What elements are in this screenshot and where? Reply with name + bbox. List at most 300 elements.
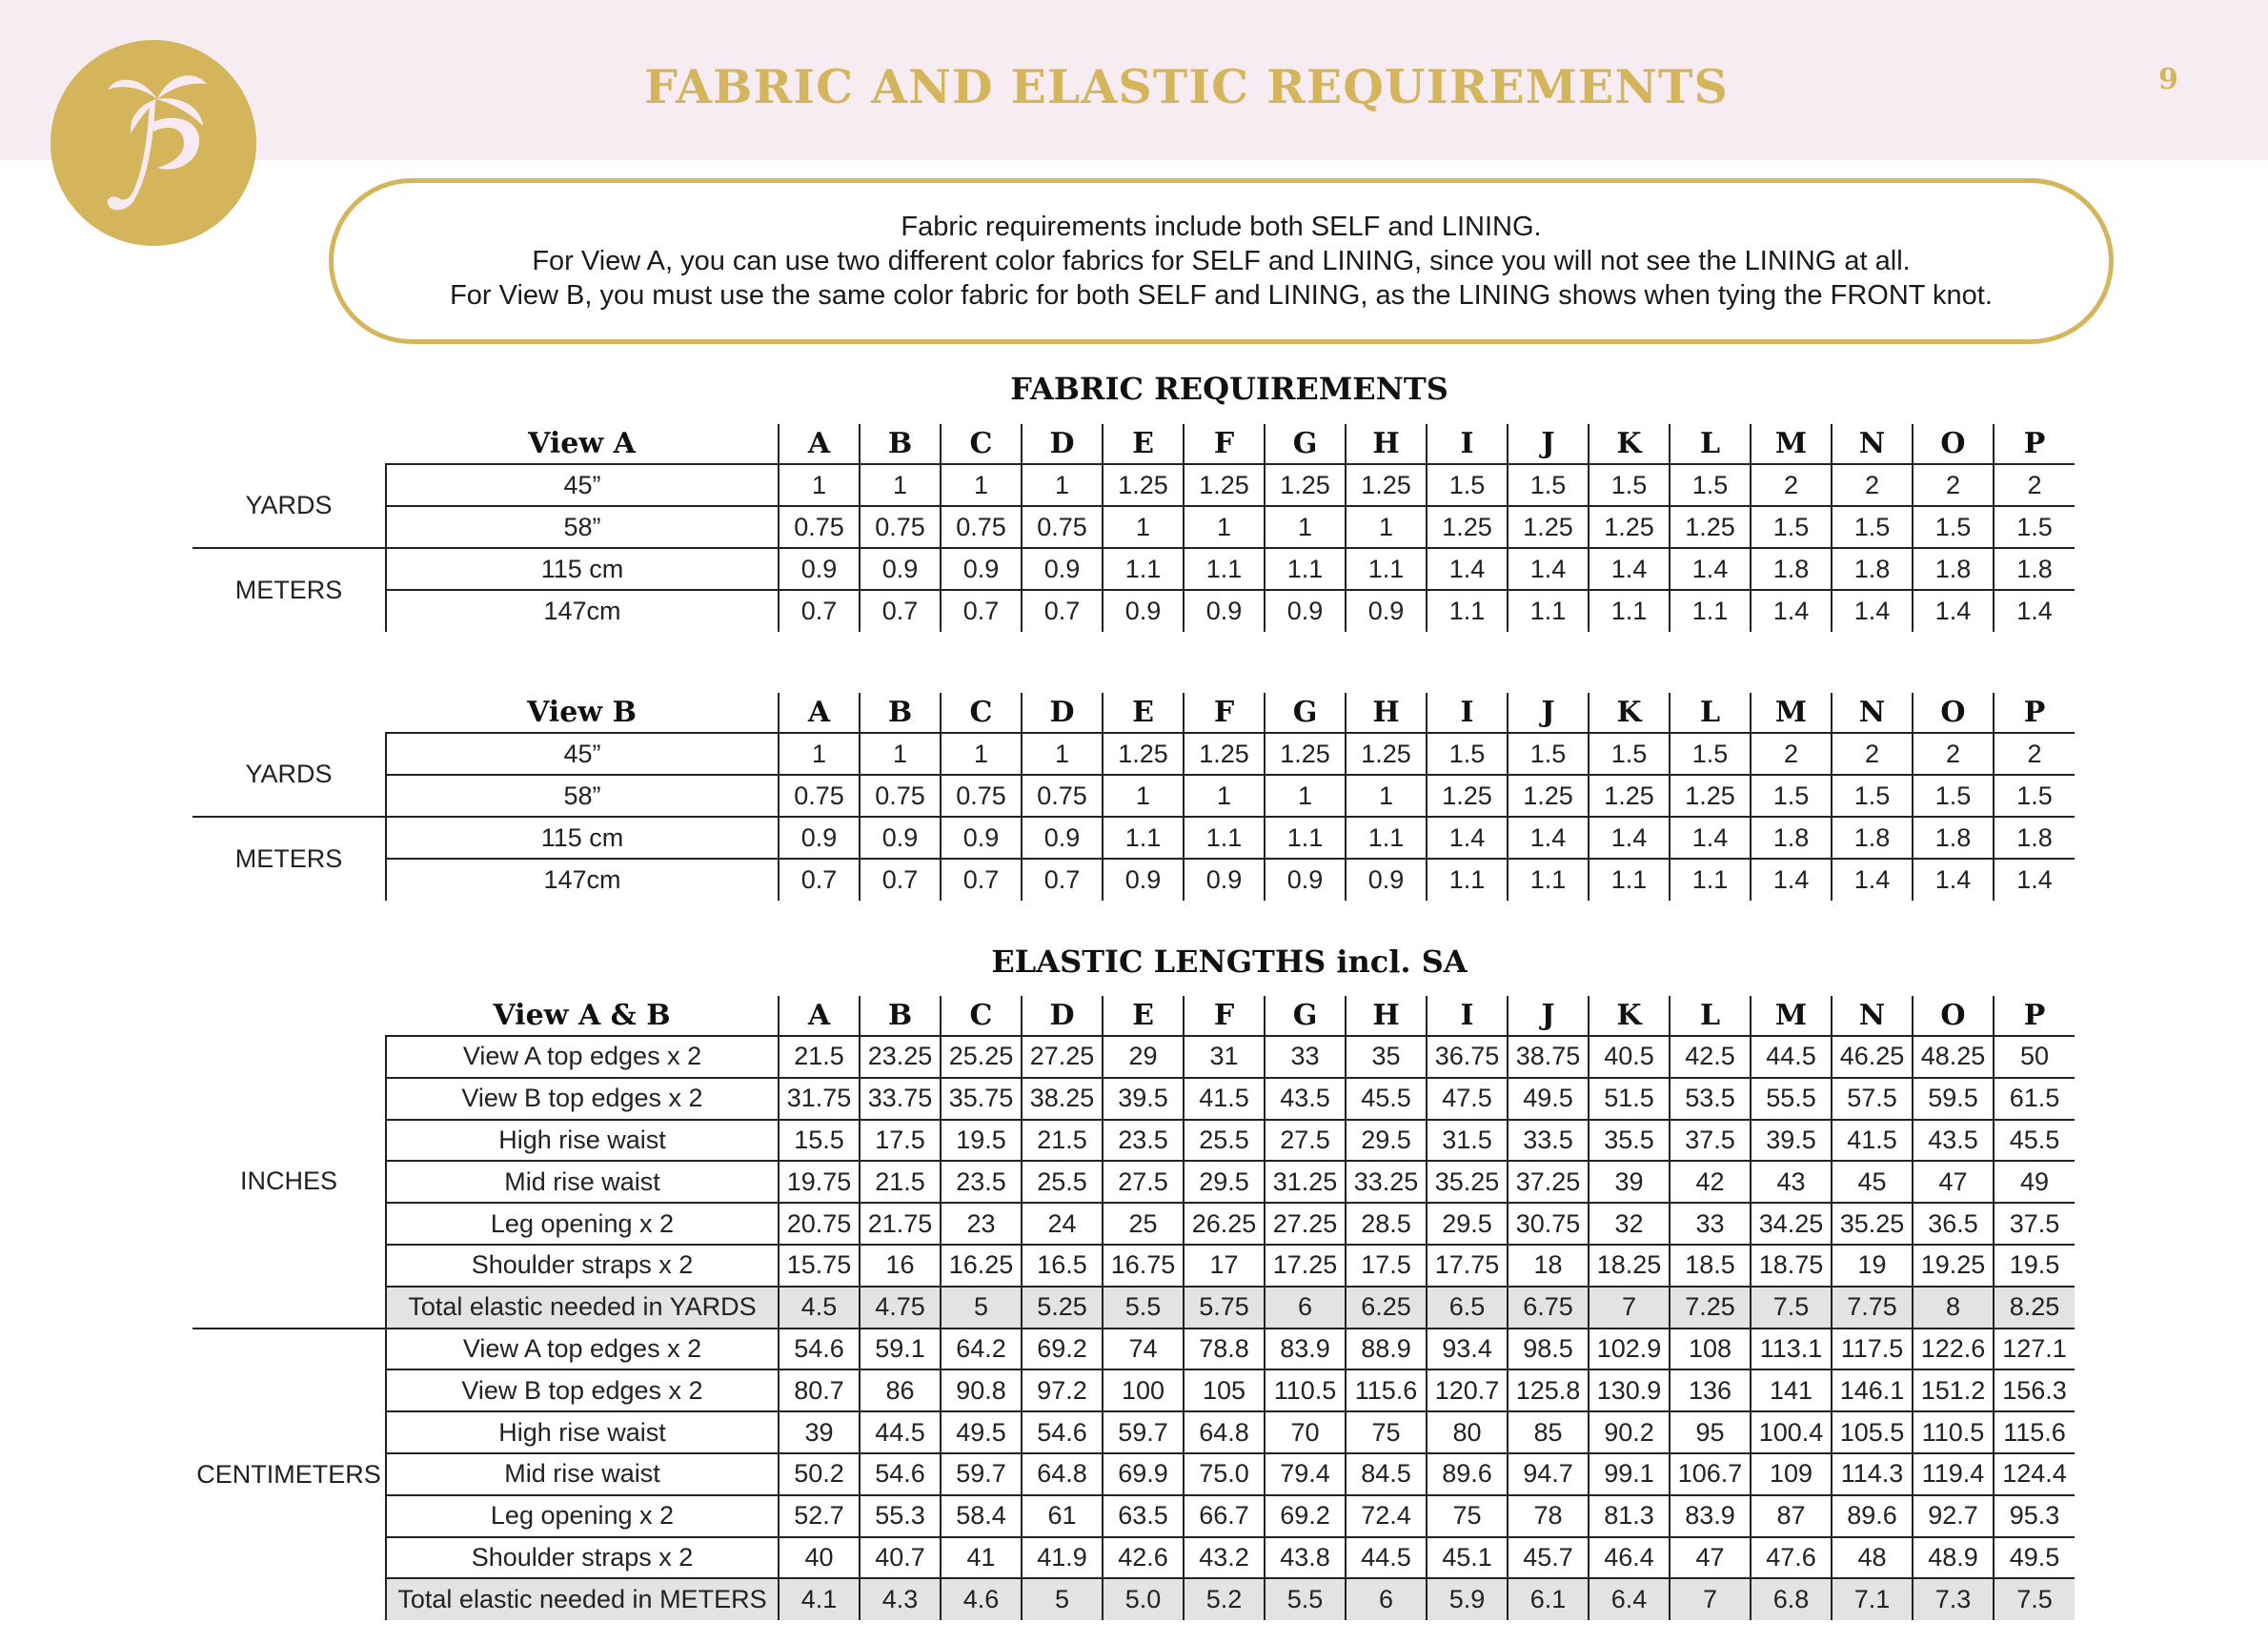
value-cell: 0.9 (1265, 859, 1346, 901)
size-header: P (1994, 693, 2075, 733)
value-cell: 6 (1265, 1287, 1346, 1329)
value-cell: 117.5 (1832, 1329, 1913, 1370)
value-cell: 17.5 (860, 1120, 941, 1162)
value-cell: 1.1 (1427, 590, 1508, 632)
value-cell: 1 (779, 464, 860, 506)
value-cell: 4.5 (779, 1287, 860, 1329)
value-cell: 16.5 (1022, 1245, 1103, 1287)
value-cell: 0.9 (860, 548, 941, 590)
size-header: L (1670, 693, 1751, 733)
value-cell: 1.5 (1670, 733, 1751, 775)
value-cell: 16 (860, 1245, 941, 1287)
value-cell: 0.75 (860, 506, 941, 548)
value-cell: 42.5 (1670, 1036, 1751, 1078)
value-cell: 35 (1346, 1036, 1427, 1078)
value-cell: 113.1 (1751, 1329, 1832, 1370)
value-cell: 18.75 (1751, 1245, 1832, 1287)
value-cell: 19 (1832, 1245, 1913, 1287)
value-cell: 49.5 (1508, 1078, 1589, 1120)
size-header: H (1346, 693, 1427, 733)
value-cell: 1 (860, 464, 941, 506)
size-header: O (1913, 424, 1994, 464)
value-cell: 100.4 (1751, 1411, 1832, 1453)
value-cell: 6.25 (1346, 1287, 1427, 1329)
value-cell: 69.2 (1022, 1329, 1103, 1370)
value-cell: 115.6 (1994, 1411, 2075, 1453)
value-cell: 0.7 (1022, 590, 1103, 632)
value-cell: 19.75 (779, 1161, 860, 1203)
value-cell: 49.5 (1994, 1537, 2075, 1579)
value-cell: 19.25 (1913, 1245, 1994, 1287)
value-cell: 1.1 (1589, 859, 1670, 901)
value-cell: 0.75 (1022, 506, 1103, 548)
value-cell: 59.7 (941, 1453, 1022, 1495)
size-header: B (860, 693, 941, 733)
value-cell: 1.4 (1913, 859, 1994, 901)
size-header: N (1832, 424, 1913, 464)
value-cell: 127.1 (1994, 1329, 2075, 1370)
value-cell: 1 (1184, 506, 1265, 548)
value-cell: 1.8 (1994, 817, 2075, 859)
value-cell: 37.25 (1508, 1161, 1589, 1203)
value-cell: 0.9 (860, 817, 941, 859)
size-header: N (1832, 996, 1913, 1036)
row-label: High rise waist (386, 1120, 779, 1162)
size-header: A (779, 996, 860, 1036)
fabric-table-view-a (192, 424, 2075, 632)
fabric-table-view-b (192, 693, 2075, 901)
value-cell: 1.4 (1913, 590, 1994, 632)
value-cell: 1 (1022, 733, 1103, 775)
row-label: Shoulder straps x 2 (386, 1245, 779, 1287)
value-cell: 25.5 (1184, 1120, 1265, 1162)
row-label: 115 cm (386, 548, 779, 590)
value-cell: 16.25 (941, 1245, 1022, 1287)
value-cell: 1.1 (1508, 590, 1589, 632)
value-cell: 99.1 (1589, 1453, 1670, 1495)
value-cell: 2 (1913, 733, 1994, 775)
value-cell: 46.25 (1832, 1036, 1913, 1078)
value-cell: 41 (941, 1537, 1022, 1579)
fabric-requirements-title: FABRIC REQUIREMENTS (1010, 371, 1448, 407)
size-header: E (1103, 693, 1184, 733)
value-cell: 38.75 (1508, 1036, 1589, 1078)
value-cell: 39 (1589, 1161, 1670, 1203)
value-cell: 50.2 (779, 1453, 860, 1495)
value-cell: 61 (1022, 1495, 1103, 1537)
table-row (192, 817, 2075, 859)
value-cell: 40.7 (860, 1537, 941, 1579)
value-cell: 1.1 (1265, 548, 1346, 590)
value-cell: 36.5 (1913, 1203, 1994, 1245)
row-label: 45” (386, 464, 779, 506)
value-cell: 1.4 (1589, 817, 1670, 859)
value-cell: 5 (1022, 1578, 1103, 1620)
value-cell: 43.8 (1265, 1537, 1346, 1579)
value-cell: 7.75 (1832, 1287, 1913, 1329)
value-cell: 0.7 (941, 859, 1022, 901)
value-cell: 106.7 (1670, 1453, 1751, 1495)
value-cell: 31.75 (779, 1078, 860, 1120)
note-line-3: For View B, you must use the same color fabric for both SELF and LINING, as the LINING shows when tying the FRONT knot. (450, 280, 1993, 311)
value-cell: 1.1 (1670, 859, 1751, 901)
view-header: View A & B (386, 996, 779, 1036)
table-row (192, 1078, 2075, 1120)
table-row (192, 1453, 2075, 1495)
row-label: Mid rise waist (386, 1161, 779, 1203)
value-cell: 0.9 (941, 817, 1022, 859)
value-cell: 7 (1670, 1578, 1751, 1620)
size-header: I (1427, 996, 1508, 1036)
row-label: High rise waist (386, 1411, 779, 1453)
value-cell: 90.2 (1589, 1411, 1670, 1453)
value-cell: 83.9 (1265, 1329, 1346, 1370)
value-cell: 41.5 (1832, 1120, 1913, 1162)
row-label: Total elastic needed in YARDS (386, 1287, 779, 1329)
value-cell: 47 (1913, 1161, 1994, 1203)
value-cell: 37.5 (1670, 1120, 1751, 1162)
value-cell: 46.4 (1589, 1537, 1670, 1579)
header-blank (192, 996, 386, 1036)
value-cell: 42 (1670, 1161, 1751, 1203)
value-cell: 32 (1589, 1203, 1670, 1245)
value-cell: 1.1 (1670, 590, 1751, 632)
value-cell: 80.7 (779, 1369, 860, 1411)
value-cell: 39.5 (1103, 1078, 1184, 1120)
header-blank (192, 693, 386, 733)
value-cell: 0.9 (941, 548, 1022, 590)
value-cell: 75 (1346, 1411, 1427, 1453)
row-label: 58” (386, 775, 779, 817)
value-cell: 151.2 (1913, 1369, 1994, 1411)
value-cell: 33 (1265, 1036, 1346, 1078)
table-row (192, 1287, 2075, 1329)
value-cell: 110.5 (1265, 1369, 1346, 1411)
value-cell: 54.6 (779, 1329, 860, 1370)
value-cell: 26.25 (1184, 1203, 1265, 1245)
size-header: J (1508, 693, 1589, 733)
table-row (192, 506, 2075, 548)
size-header: A (779, 424, 860, 464)
unit-label: INCHES (192, 1036, 386, 1329)
value-cell: 72.4 (1346, 1495, 1427, 1537)
value-cell: 6 (1346, 1578, 1427, 1620)
view-header: View B (386, 693, 779, 733)
row-label: 45” (386, 733, 779, 775)
value-cell: 30.75 (1508, 1203, 1589, 1245)
value-cell: 50 (1994, 1036, 2075, 1078)
value-cell: 0.75 (1022, 775, 1103, 817)
value-cell: 18.5 (1670, 1245, 1751, 1287)
value-cell: 18.25 (1589, 1245, 1670, 1287)
value-cell: 45.5 (1994, 1120, 2075, 1162)
value-cell: 47.5 (1427, 1078, 1508, 1120)
value-cell: 1.4 (1670, 817, 1751, 859)
value-cell: 1.25 (1508, 775, 1589, 817)
value-cell: 6.75 (1508, 1287, 1589, 1329)
value-cell: 64.8 (1184, 1411, 1265, 1453)
value-cell: 43.5 (1913, 1120, 1994, 1162)
value-cell: 58.4 (941, 1495, 1022, 1537)
value-cell: 0.9 (779, 548, 860, 590)
value-cell: 35.5 (1589, 1120, 1670, 1162)
size-header: H (1346, 996, 1427, 1036)
value-cell: 17.75 (1427, 1245, 1508, 1287)
value-cell: 1.1 (1427, 859, 1508, 901)
table-row (192, 1120, 2075, 1162)
value-cell: 0.7 (779, 590, 860, 632)
value-cell: 1.4 (1427, 548, 1508, 590)
value-cell: 1 (941, 733, 1022, 775)
size-header: H (1346, 424, 1427, 464)
value-cell: 74 (1103, 1329, 1184, 1370)
value-cell: 47.6 (1751, 1537, 1832, 1579)
value-cell: 2 (1832, 733, 1913, 775)
value-cell: 1.25 (1265, 464, 1346, 506)
value-cell: 1.25 (1265, 733, 1346, 775)
value-cell: 5.5 (1265, 1578, 1346, 1620)
value-cell: 43 (1751, 1161, 1832, 1203)
value-cell: 54.6 (1022, 1411, 1103, 1453)
value-cell: 69.2 (1265, 1495, 1346, 1537)
value-cell: 1.25 (1589, 775, 1670, 817)
value-cell: 0.9 (1184, 859, 1265, 901)
value-cell: 6.5 (1427, 1287, 1508, 1329)
value-cell: 6.1 (1508, 1578, 1589, 1620)
value-cell: 1.5 (1751, 775, 1832, 817)
value-cell: 5.25 (1022, 1287, 1103, 1329)
value-cell: 36.75 (1427, 1036, 1508, 1078)
value-cell: 1.5 (1913, 775, 1994, 817)
value-cell: 1.5 (1670, 464, 1751, 506)
value-cell: 59.7 (1103, 1411, 1184, 1453)
value-cell: 39.5 (1751, 1120, 1832, 1162)
row-label: View B top edges x 2 (386, 1078, 779, 1120)
value-cell: 1.1 (1103, 548, 1184, 590)
value-cell: 1.1 (1184, 548, 1265, 590)
table-row (192, 775, 2075, 817)
value-cell: 17 (1184, 1245, 1265, 1287)
table-row (192, 1411, 2075, 1453)
value-cell: 33.5 (1508, 1120, 1589, 1162)
value-cell: 7.5 (1751, 1287, 1832, 1329)
value-cell: 45.1 (1427, 1537, 1508, 1579)
size-header: N (1832, 693, 1913, 733)
unit-label: METERS (234, 844, 343, 873)
value-cell: 64.8 (1022, 1453, 1103, 1495)
value-cell: 1.25 (1670, 506, 1751, 548)
value-cell: 7.25 (1670, 1287, 1751, 1329)
value-cell: 44.5 (860, 1411, 941, 1453)
value-cell: 31.5 (1427, 1120, 1508, 1162)
value-cell: 0.9 (1022, 548, 1103, 590)
size-header: G (1265, 424, 1346, 464)
value-cell: 4.6 (941, 1578, 1022, 1620)
value-cell: 1.25 (1508, 506, 1589, 548)
value-cell: 0.7 (1022, 859, 1103, 901)
value-cell: 1 (1346, 506, 1427, 548)
value-cell: 86 (860, 1369, 941, 1411)
value-cell: 1.8 (1751, 548, 1832, 590)
row-label: 115 cm (386, 817, 779, 859)
value-cell: 110.5 (1913, 1411, 1994, 1453)
value-cell: 0.9 (1265, 590, 1346, 632)
value-cell: 43.2 (1184, 1537, 1265, 1579)
value-cell: 1.5 (1508, 733, 1589, 775)
value-cell: 54.6 (860, 1453, 941, 1495)
value-cell: 95 (1670, 1411, 1751, 1453)
value-cell: 0.7 (860, 590, 941, 632)
size-header: F (1184, 996, 1265, 1036)
value-cell: 125.8 (1508, 1369, 1589, 1411)
value-cell: 105.5 (1832, 1411, 1913, 1453)
value-cell: 55.5 (1751, 1078, 1832, 1120)
value-cell: 1.4 (1508, 817, 1589, 859)
value-cell: 90.8 (941, 1369, 1022, 1411)
size-header: K (1589, 996, 1670, 1036)
value-cell: 87 (1751, 1495, 1832, 1537)
unit-label: METERS (234, 576, 343, 604)
value-cell: 48.25 (1913, 1036, 1994, 1078)
value-cell: 35.25 (1832, 1203, 1913, 1245)
value-cell: 34.25 (1751, 1203, 1832, 1245)
row-label: Leg opening x 2 (386, 1203, 779, 1245)
size-header: K (1589, 424, 1670, 464)
size-header: I (1427, 693, 1508, 733)
value-cell: 1.25 (1346, 464, 1427, 506)
value-cell: 28.5 (1346, 1203, 1427, 1245)
value-cell: 35.75 (941, 1078, 1022, 1120)
value-cell: 1 (779, 733, 860, 775)
value-cell: 1.8 (1913, 817, 1994, 859)
value-cell: 48 (1832, 1537, 1913, 1579)
value-cell: 1.25 (1589, 506, 1670, 548)
value-cell: 141 (1751, 1369, 1832, 1411)
value-cell: 5.2 (1184, 1578, 1265, 1620)
table-row (192, 859, 2075, 901)
value-cell: 1.1 (1508, 859, 1589, 901)
value-cell: 20.75 (779, 1203, 860, 1245)
value-cell: 59.1 (860, 1329, 941, 1370)
row-label: 147cm (386, 590, 779, 632)
table-row (192, 1495, 2075, 1537)
value-cell: 1.4 (1508, 548, 1589, 590)
table-row (192, 1329, 2075, 1370)
value-cell: 146.1 (1832, 1369, 1913, 1411)
value-cell: 1 (1184, 775, 1265, 817)
value-cell: 1.1 (1103, 817, 1184, 859)
value-cell: 29.5 (1427, 1203, 1508, 1245)
value-cell: 70 (1265, 1411, 1346, 1453)
size-header: J (1508, 996, 1589, 1036)
value-cell: 98.5 (1508, 1329, 1589, 1370)
value-cell: 42.6 (1103, 1537, 1184, 1579)
size-header: C (941, 424, 1022, 464)
value-cell: 0.75 (779, 775, 860, 817)
value-cell: 17.5 (1346, 1245, 1427, 1287)
value-cell: 1.5 (1994, 775, 2075, 817)
size-header: B (860, 424, 941, 464)
value-cell: 1 (941, 464, 1022, 506)
value-cell: 4.3 (860, 1578, 941, 1620)
value-cell: 23.5 (1103, 1120, 1184, 1162)
value-cell: 7 (1589, 1287, 1670, 1329)
value-cell: 1.5 (1589, 733, 1670, 775)
value-cell: 83.9 (1670, 1495, 1751, 1537)
value-cell: 115.6 (1346, 1369, 1427, 1411)
value-cell: 0.9 (1103, 859, 1184, 901)
row-label: Total elastic needed in METERS (386, 1578, 779, 1620)
value-cell: 2 (1994, 464, 2075, 506)
size-header: J (1508, 424, 1589, 464)
value-cell: 27.5 (1265, 1120, 1346, 1162)
size-header: O (1913, 996, 1994, 1036)
value-cell: 45.7 (1508, 1537, 1589, 1579)
value-cell: 88.9 (1346, 1329, 1427, 1370)
value-cell: 49.5 (941, 1411, 1022, 1453)
value-cell: 1.5 (1913, 506, 1994, 548)
value-cell: 93.4 (1427, 1329, 1508, 1370)
size-header: K (1589, 693, 1670, 733)
value-cell: 69.9 (1103, 1453, 1184, 1495)
value-cell: 130.9 (1589, 1369, 1670, 1411)
value-cell: 49 (1994, 1161, 2075, 1203)
value-cell: 21.5 (779, 1036, 860, 1078)
value-cell: 1.1 (1184, 817, 1265, 859)
value-cell: 45.5 (1346, 1078, 1427, 1120)
value-cell: 1 (1265, 506, 1346, 548)
value-cell: 31 (1184, 1036, 1265, 1078)
table-row (192, 464, 2075, 506)
size-header: L (1670, 424, 1751, 464)
value-cell: 122.6 (1913, 1329, 1994, 1370)
fabric-note-box (329, 178, 2114, 344)
value-cell: 51.5 (1589, 1078, 1670, 1120)
value-cell: 78.8 (1184, 1329, 1265, 1370)
table-row (192, 1245, 2075, 1287)
value-cell: 1.8 (1832, 817, 1913, 859)
value-cell: 105 (1184, 1369, 1265, 1411)
value-cell: 81.3 (1589, 1495, 1670, 1537)
table-row (192, 1203, 2075, 1245)
value-cell: 29 (1103, 1036, 1184, 1078)
value-cell: 75.0 (1184, 1453, 1265, 1495)
value-cell: 84.5 (1346, 1453, 1427, 1495)
value-cell: 85 (1508, 1411, 1589, 1453)
value-cell: 52.7 (779, 1495, 860, 1537)
value-cell: 43.5 (1265, 1078, 1346, 1120)
value-cell: 4.75 (860, 1287, 941, 1329)
row-label: Leg opening x 2 (386, 1495, 779, 1537)
value-cell: 29.5 (1346, 1120, 1427, 1162)
size-header: D (1022, 424, 1103, 464)
size-header: L (1670, 996, 1751, 1036)
value-cell: 0.7 (860, 859, 941, 901)
value-cell: 1.1 (1589, 590, 1670, 632)
value-cell: 37.5 (1994, 1203, 2075, 1245)
size-header: P (1994, 424, 2075, 464)
value-cell: 1.1 (1346, 548, 1427, 590)
value-cell: 1.25 (1184, 733, 1265, 775)
value-cell: 108 (1670, 1329, 1751, 1370)
value-cell: 1.25 (1103, 733, 1184, 775)
value-cell: 55.3 (860, 1495, 941, 1537)
table-row (192, 1537, 2075, 1579)
value-cell: 1.5 (1832, 775, 1913, 817)
value-cell: 75 (1427, 1495, 1508, 1537)
value-cell: 94.7 (1508, 1453, 1589, 1495)
table-row (192, 1036, 2075, 1078)
